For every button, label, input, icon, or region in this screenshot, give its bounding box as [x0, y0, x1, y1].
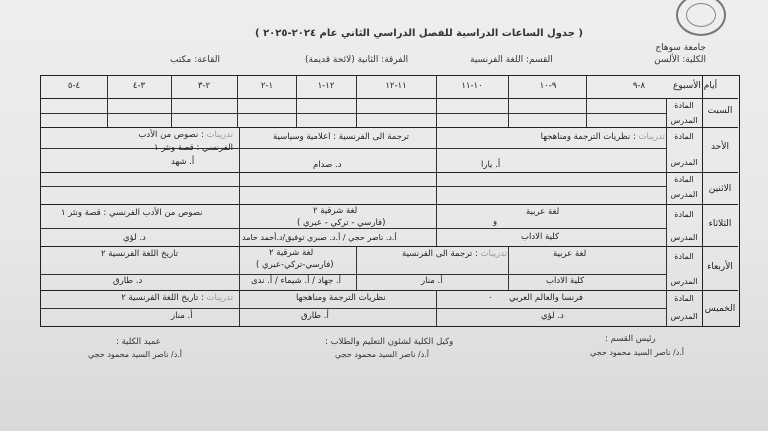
day-wednesday: الأربعاء — [707, 262, 733, 272]
tuesday-subject-1: لغة عربية — [526, 207, 560, 217]
row-label-subject: المادة — [674, 132, 694, 141]
sunday-teacher-1: أ. يارا — [481, 160, 501, 170]
department-head-title: رئيس القسم : — [605, 334, 656, 344]
row-label-teacher: المدرس — [670, 190, 698, 199]
tuesday-mark-1: و — [493, 217, 498, 227]
sunday-teacher-3: أ. شهد — [171, 157, 195, 167]
thursday-teacher-2: أ. طارق — [301, 311, 329, 321]
wednesday-subject-3-line2: (فارسي-تركي-عبري ) — [256, 260, 334, 270]
sunday-subject-1: تدريبات : نظريات الترجمة ومناهجها — [540, 132, 665, 142]
tuesday-subject-2-line2: (فارسي - تركي - عبري ) — [297, 218, 386, 228]
training-tag: تدريبات — [206, 130, 233, 140]
vice-dean-title: وكيل الكلية لشئون التعليم والطلاب : — [325, 337, 454, 347]
sunday-subject-3-line2: الفرنسي : قصة ونثر ١ — [154, 143, 233, 153]
thursday-teacher-3: أ. منار — [171, 311, 193, 321]
row-label-teacher: المدرس — [670, 277, 698, 286]
period-header: ١١-١٢ — [385, 81, 407, 91]
thursday-subject-2: نظريات الترجمة ومناهجها — [296, 293, 386, 303]
row-label-teacher: المدرس — [670, 233, 698, 242]
schedule-table — [40, 75, 740, 327]
sunday-subject-2: ترجمة الى الفرنسية : اعلامية وسياسية — [273, 132, 410, 142]
row-label-subject: المادة — [674, 252, 694, 261]
day-saturday: السبت — [707, 106, 733, 116]
hall-name: القاعة: مكتب — [170, 55, 220, 65]
row-label-subject: المادة — [674, 101, 694, 110]
schedule-title: ( جدول الساعات الدراسية للفصل الدراسي الثاني عام ٢٠٢٤-٢٠٢٥ ) — [255, 28, 583, 39]
wednesday-subject-1: لغة عربية — [553, 249, 587, 259]
level-name: الفرقة: الثانية (لائحة قديمة) — [305, 55, 409, 65]
days-of-week-header: أيام الأسبوع — [673, 81, 718, 91]
university-name: جامعة سوهاج — [655, 43, 706, 53]
wednesday-teacher-1: كلية الاداب — [546, 276, 585, 286]
day-sunday: الأحد — [711, 142, 729, 152]
tuesday-teacher-2: أ.د. ناصر حجي / أ.د. صبري توفيق/د.أحمد حامد — [242, 233, 397, 242]
period-header: ٩-١٠ — [539, 81, 557, 91]
training-tag: تدريبات — [206, 293, 233, 303]
dean-name: أ.د/ ناصر السيد محمود حجي — [88, 350, 183, 359]
thursday-subject-1: فرنسا والعالم العربي — [509, 293, 583, 303]
day-thursday: الخميس — [704, 304, 736, 314]
period-header: ٤-٥ — [67, 81, 81, 91]
thursday-subject-3: تدريبات : تاريخ اللغة الفرنسية ٢ — [121, 293, 233, 303]
thursday-mark-1: . — [489, 291, 492, 301]
period-header: ٣-٤ — [132, 81, 146, 91]
row-label-subject: المادة — [674, 175, 694, 184]
wednesday-teacher-3: أ. جهاد / أ. شيماء / أ. ندى — [251, 276, 342, 286]
faculty-name: الكلية: الألسن — [654, 55, 706, 65]
period-header: ٨-٩ — [632, 81, 646, 91]
vice-dean-name: أ.د/ ناصر السيد محمود حجي — [335, 350, 430, 359]
day-tuesday: الثلاثاء — [708, 219, 732, 229]
thursday-teacher-1: د. لؤي — [541, 311, 564, 321]
wednesday-teacher-2: أ. منار — [421, 276, 443, 286]
wednesday-subject-2: تدريبات : ترجمة الى الفرنسية — [402, 249, 507, 259]
wednesday-teacher-4: د. طارق — [113, 276, 143, 286]
tuesday-teacher-1: كلية الاداب — [521, 232, 560, 242]
period-header: ٢-٣ — [197, 81, 211, 91]
tuesday-subject-3: نصوص من الأدب الفرنسي : قصة ونثر ١ — [61, 208, 203, 218]
department-head-name: أ.د/ ناصر السيد محمود حجي — [590, 348, 685, 357]
row-label-subject: المادة — [674, 294, 694, 303]
sunday-teacher-2: د. صدام — [313, 160, 342, 170]
day-monday: الاثنين — [708, 184, 732, 194]
dean-title: عميد الكلية : — [116, 337, 161, 347]
row-label-teacher: المدرس — [670, 312, 698, 321]
wednesday-subject-3: لغة شرقية ٢ — [269, 248, 314, 258]
period-header: ١٢-١ — [317, 81, 335, 91]
university-seal-icon — [676, 0, 726, 36]
sunday-subject-3: تدريبات : نصوص من الأدب — [138, 130, 233, 140]
training-tag: تدريبات — [480, 249, 507, 259]
row-label-teacher: المدرس — [670, 116, 698, 125]
training-tag: تدريبات — [638, 132, 665, 142]
tuesday-teacher-3: د. لؤي — [123, 233, 146, 243]
period-header: ١-٢ — [260, 81, 274, 91]
row-label-subject: المادة — [674, 210, 694, 219]
row-label-teacher: المدرس — [670, 158, 698, 167]
tuesday-subject-2: لغة شرقية ٢ — [313, 206, 358, 216]
wednesday-subject-4: تاريخ اللغة الفرنسية ٢ — [101, 249, 179, 259]
department-name: القسم: اللغة الفرنسية — [470, 55, 553, 65]
period-header: ١٠-١١ — [461, 81, 483, 91]
